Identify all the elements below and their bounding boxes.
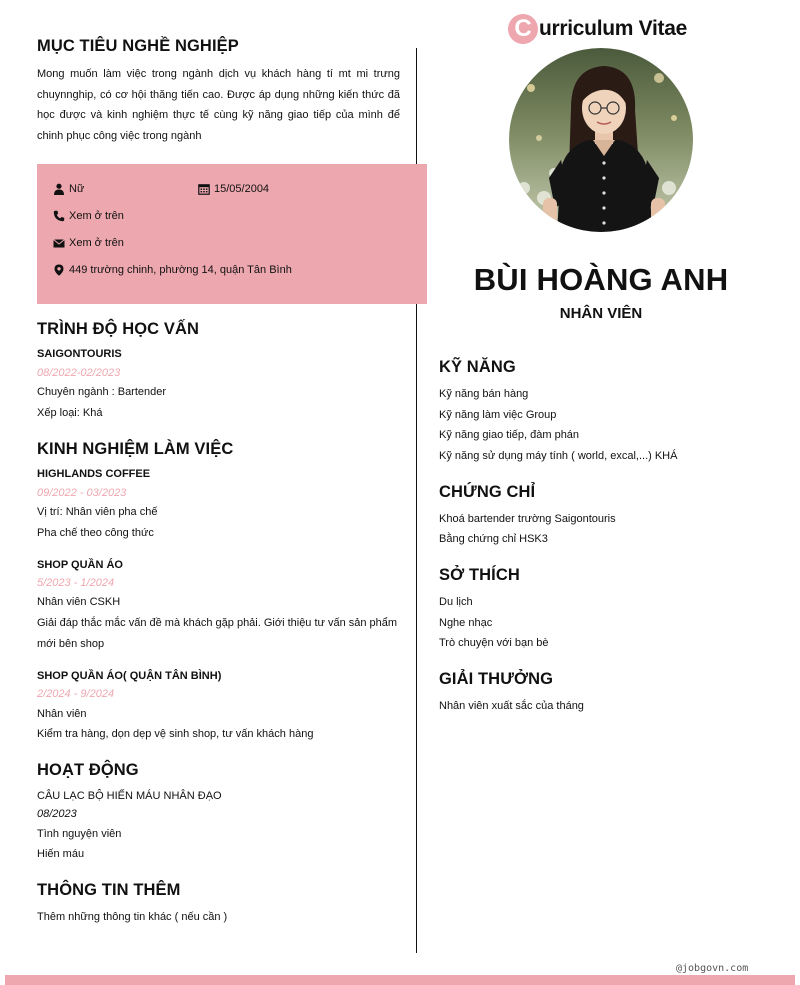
- hobby-item: Du lịch: [439, 596, 473, 608]
- candidate-name: BÙI HOÀNG ANH: [473, 262, 729, 297]
- skills-title: KỸ NĂNG: [439, 358, 516, 376]
- activities-line: Hiến máu: [37, 848, 85, 860]
- location-pin-icon: [53, 264, 65, 276]
- profile-photo-image: [509, 48, 693, 232]
- contact-address-value: 449 trường chinh, phường 14, quận Tân Bình: [69, 264, 292, 276]
- calendar-icon: [198, 183, 210, 195]
- experience-title: KINH NGHIỆM LÀM VIỆC: [37, 440, 234, 458]
- education-dates: 08/2022-02/2023: [37, 367, 121, 379]
- cv-title: [508, 14, 687, 44]
- contact-birthday-value: 15/05/2004: [214, 183, 270, 195]
- job-dates: 5/2023 - 1/2024: [37, 577, 115, 589]
- person-icon: [53, 183, 65, 195]
- hobby-item: Trò chuyện với bạn bè: [439, 637, 549, 649]
- objective-text: Mong muốn làm việc trong ngành dịch vụ khách hàng tí mt mi trưng chuynnghip, có cơ hội thăng tiến cao. Được áp dụng những kiến thức đã học được và kinh nghiệm thực tế cùng kỹ năng giao tiếp của mình để chinh phục công việc trong ngành: [37, 68, 400, 143]
- job-line: Pha chế theo công thức: [37, 527, 154, 539]
- education-school: SAIGONTOURIS: [37, 348, 122, 360]
- education-major: Chuyên ngành : Bartender: [37, 386, 167, 398]
- job-dates: 2/2024 - 9/2024: [37, 688, 115, 700]
- certificates-title: CHỨNG CHỈ: [439, 483, 536, 501]
- objective-title: MỤC TIÊU NGHỀ NGHIỆP: [37, 37, 239, 55]
- contact-address: [53, 264, 292, 276]
- job-dates: 09/2022 - 03/2023: [37, 487, 127, 499]
- job-company: SHOP QUẦN ÁO( QUẬN TÂN BÌNH): [37, 670, 222, 682]
- contact-box: [37, 164, 427, 304]
- activities-dates: 08/2023: [37, 808, 77, 820]
- education-title: TRÌNH ĐỘ HỌC VẤN: [37, 320, 200, 338]
- contact-birthday: [198, 183, 269, 195]
- contact-phone: [53, 210, 124, 222]
- contact-gender: [53, 183, 84, 195]
- job-line: Nhân viên: [37, 708, 87, 720]
- contact-email: [53, 237, 124, 249]
- skill-item: Kỹ năng giao tiếp, đàm phán: [439, 429, 580, 441]
- activities-org: CÂU LẠC BỘ HIẾN MÁU NHÂN ĐẠO: [37, 790, 222, 802]
- phone-icon: [53, 210, 65, 222]
- additional-title: THÔNG TIN THÊM: [37, 881, 181, 899]
- footer-bar: [5, 975, 795, 985]
- awards-title: GIẢI THƯỞNG: [439, 670, 554, 688]
- watermark: @jobgovn.com: [676, 963, 749, 974]
- job-company: HIGHLANDS COFFEE: [37, 468, 151, 480]
- profile-photo: [509, 48, 693, 232]
- candidate-position: NHÂN VIÊN: [559, 305, 643, 322]
- job-line: mới bên shop: [37, 638, 105, 650]
- additional-text: Thêm những thông tin khác ( nếu cần ): [37, 911, 228, 923]
- job-line: Kiểm tra hàng, dọn dẹp vệ sinh shop, tư vấn khách hàng: [37, 728, 314, 740]
- award-item: Nhân viên xuất sắc của tháng: [439, 700, 584, 712]
- job-line: Vị trí: Nhân viên pha chế: [37, 506, 158, 518]
- cv-title-initial: C: [508, 14, 538, 44]
- activities-line: Tình nguyện viên: [37, 828, 122, 840]
- cv-title-rest: urriculum Vitae: [539, 17, 687, 40]
- job-line: Nhân viên CSKH: [37, 596, 121, 608]
- certificate-item: Bằng chứng chỉ HSK3: [439, 533, 548, 545]
- certificate-item: Khoá bartender trường Saigontouris: [439, 513, 616, 525]
- skill-item: Kỹ năng bán hàng: [439, 388, 529, 400]
- activities-title: HOẠT ĐỘNG: [37, 761, 139, 779]
- contact-email-value: Xem ở trên: [69, 237, 124, 249]
- hobby-item: Nghe nhạc: [439, 617, 493, 629]
- contact-phone-value: Xem ở trên: [69, 210, 124, 222]
- mail-icon: [53, 237, 65, 249]
- contact-gender-value: Nữ: [69, 183, 85, 195]
- education-grade: Xếp loại: Khá: [37, 407, 103, 419]
- job-line: Giải đáp thắc mắc vấn đề mà khách gặp phải. Giới thiệu tư vấn sản phẩm: [37, 617, 398, 629]
- hobbies-title: SỞ THÍCH: [439, 566, 520, 584]
- skill-item: Kỹ năng sử dụng máy tính ( world, excal,...) KHÁ: [439, 450, 678, 462]
- job-company: SHOP QUẦN ÁO: [37, 559, 123, 571]
- skill-item: Kỹ năng làm việc Group: [439, 409, 557, 421]
